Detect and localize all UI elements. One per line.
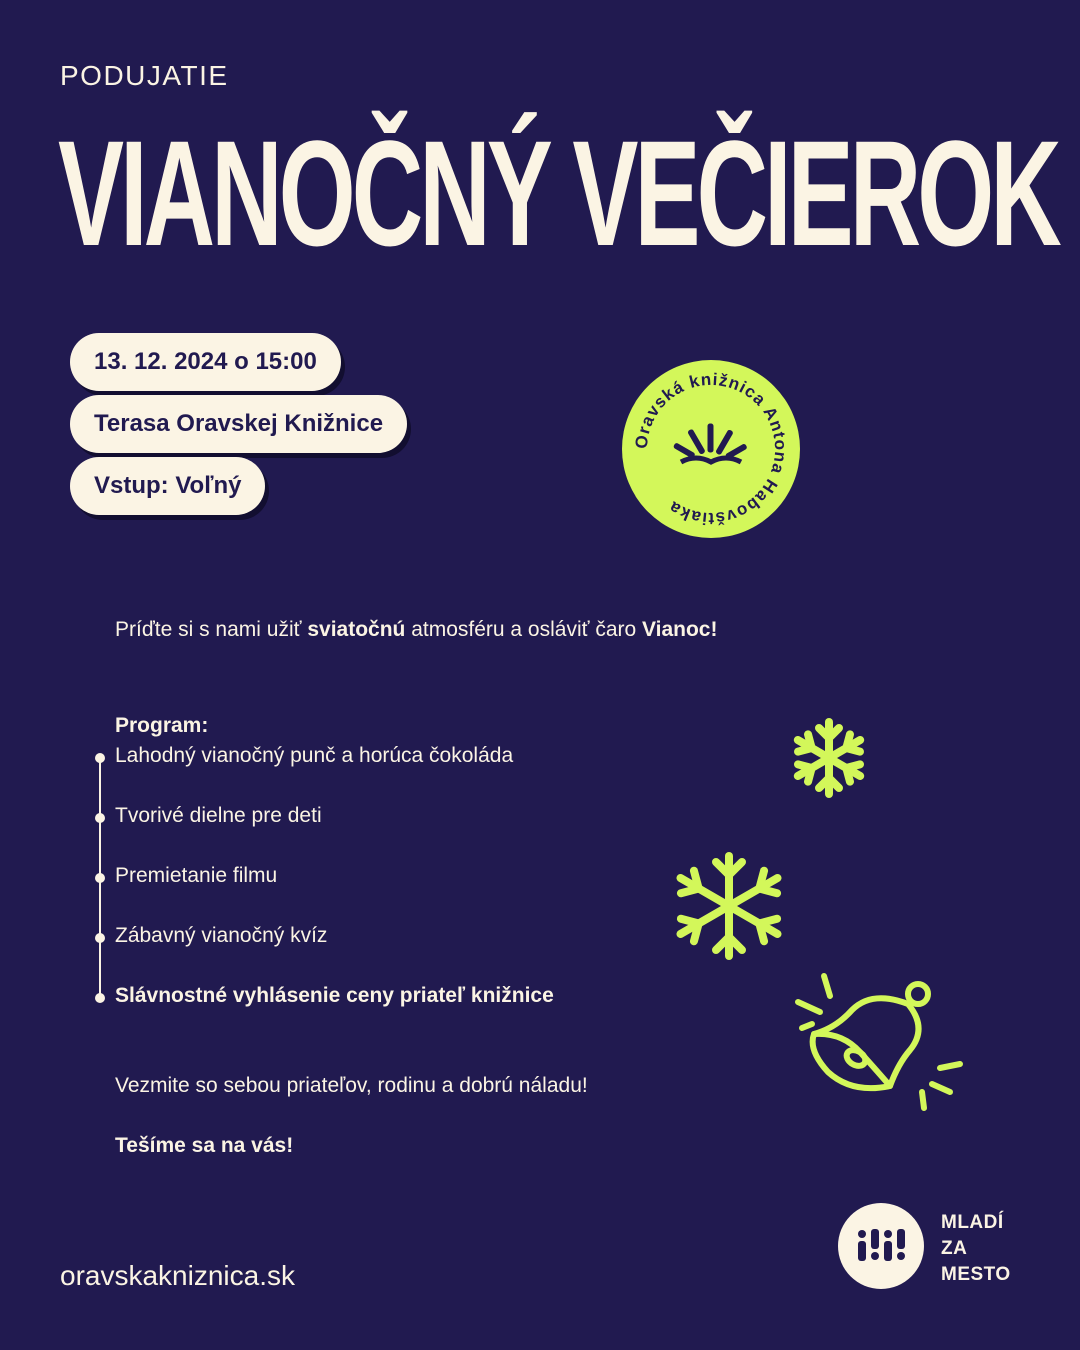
outro-text: Vezmite so sebou priateľov, rodinu a dobrú náladu! xyxy=(115,1074,588,1097)
entry-pill: Vstup: Voľný xyxy=(70,457,265,515)
event-title: VIANOČNÝ VEČIEROK xyxy=(58,109,1058,277)
program-item: Lahodný vianočný punč a horúca čokoláda xyxy=(115,744,513,768)
venue-pill: Terasa Oravskej Knižnice xyxy=(70,395,407,453)
program-label: Program: xyxy=(115,714,209,737)
event-eyebrow: PODUJATIE xyxy=(60,60,229,91)
bell-icon xyxy=(790,968,970,1114)
intro-text: Príďte si s nami užiť sviatočnú atmosféru a osláviť čaro Vianoc! xyxy=(115,618,718,641)
library-seal xyxy=(620,358,802,540)
program-item: Premietanie filmu xyxy=(115,864,277,888)
program-item: Zábavný vianočný kvíz xyxy=(115,924,327,948)
website-link[interactable]: oravskakniznica.sk xyxy=(60,1260,295,1291)
snowflake-icon xyxy=(782,716,876,800)
brand-logo xyxy=(838,1203,924,1289)
brand-name: MLADÍ ZA MESTO xyxy=(941,1212,1011,1285)
brand-mark-icon xyxy=(838,1203,924,1289)
date-pill: 13. 12. 2024 o 15:00 xyxy=(70,333,341,391)
closing-text: Tešíme sa na vás! xyxy=(115,1134,294,1157)
program-item-highlight: Slávnostné vyhlásenie ceny priateľ knižnice xyxy=(115,984,554,1008)
snowflake-icon xyxy=(662,850,796,962)
program-item: Tvorivé dielne pre deti xyxy=(115,804,322,828)
seal-text: Oravská knižnica Antona Habovštiaka xyxy=(631,369,791,529)
